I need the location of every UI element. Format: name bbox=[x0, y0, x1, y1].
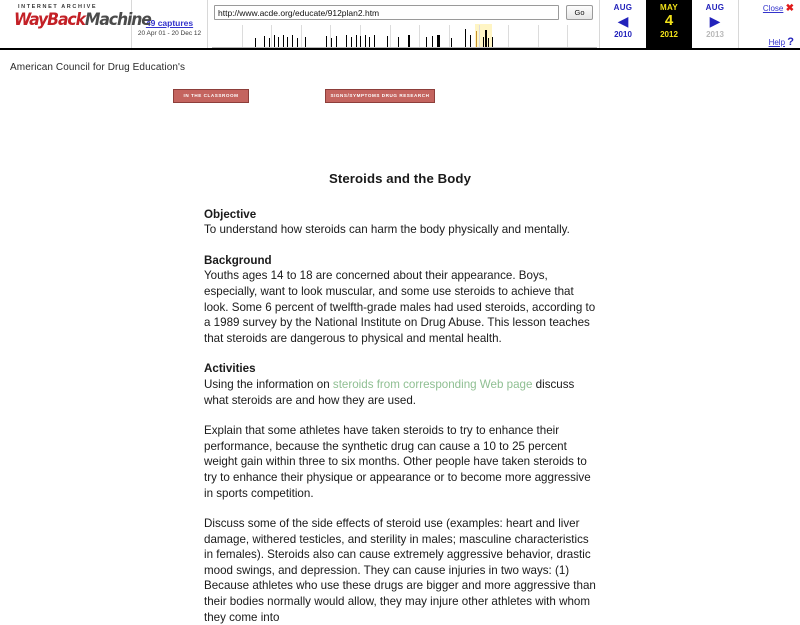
current-snapshot-day: 4 bbox=[664, 12, 674, 29]
timeline-month-separator bbox=[567, 25, 568, 47]
timeline-capture-tick[interactable] bbox=[292, 35, 293, 47]
timeline-capture-tick[interactable] bbox=[432, 36, 433, 47]
timeline-month-separator bbox=[271, 25, 272, 47]
site-nav-buttons bbox=[0, 89, 800, 115]
background-body: Youths ages 14 to 18 are concerned about their appearance. Boys, especially, want to look muscular, and some use steroids to achieve that look. Some 6 percent of twelfth-grade males had used steroids, according to a 1989 survey by the National Institute on Drug Abuse. This lesson teaches that steroids are dangerous to physical and mental health. bbox=[204, 269, 596, 345]
timeline-capture-tick[interactable] bbox=[356, 35, 357, 47]
timeline-capture-tick[interactable] bbox=[369, 37, 370, 47]
background-heading: Background bbox=[204, 253, 272, 267]
right-triangle-icon: ▶ bbox=[709, 13, 721, 29]
timeline-month-separator bbox=[390, 25, 391, 47]
nav-button-in-the-classroom[interactable]: IN THE CLASSROOM bbox=[173, 89, 249, 103]
timeline-capture-tick[interactable] bbox=[331, 38, 332, 47]
wordmark-machine: Machine bbox=[84, 10, 151, 30]
captures-date-range: 20 Apr 01 - 20 Dec 12 bbox=[137, 30, 202, 37]
prev-snapshot-button[interactable] bbox=[600, 0, 646, 48]
timeline-capture-tick[interactable] bbox=[426, 37, 427, 47]
timeline-capture-tick[interactable] bbox=[465, 29, 466, 47]
steroids-web-page-link[interactable]: steroids from corresponding Web page bbox=[332, 377, 533, 391]
timeline-capture-tick[interactable] bbox=[485, 30, 487, 47]
timeline-capture-tick[interactable] bbox=[269, 38, 270, 47]
timeline-capture-tick[interactable] bbox=[255, 38, 256, 47]
organization-line: American Council for Drug Education's bbox=[10, 62, 186, 73]
url-row bbox=[208, 0, 599, 23]
help-button[interactable] bbox=[739, 36, 794, 49]
activities-heading: Activities bbox=[204, 362, 256, 376]
timeline-capture-tick[interactable] bbox=[351, 37, 352, 47]
timeline-month-separator bbox=[538, 25, 539, 47]
toolbar-meta bbox=[738, 0, 800, 48]
help-label: Help bbox=[768, 38, 786, 47]
lesson-document bbox=[204, 115, 596, 625]
timeline-capture-tick[interactable] bbox=[360, 36, 361, 47]
close-label: Close bbox=[762, 4, 784, 13]
activities-paragraph-2: Explain that some athletes have taken steroids to try to enhance their performance, because the synthetic drug can cause a 10 to 25 percent weight gain within three to six months. Other people have taken steroids to try to enhance their physique or appearance or to become more aggressive in sports competition. bbox=[204, 424, 591, 500]
timeline-capture-tick[interactable] bbox=[346, 35, 347, 47]
current-snapshot-indicator bbox=[646, 0, 692, 48]
toolbar-center bbox=[208, 0, 599, 48]
timeline-capture-tick[interactable] bbox=[470, 35, 471, 47]
timeline-capture-tick[interactable] bbox=[374, 35, 375, 47]
left-triangle-icon: ◀ bbox=[617, 13, 629, 29]
timeline-baseline bbox=[212, 47, 597, 48]
next-snapshot-month: AUG bbox=[705, 3, 725, 12]
timeline-capture-tick[interactable] bbox=[488, 38, 489, 47]
timeline-capture-tick[interactable] bbox=[278, 37, 279, 47]
wordmark-wayback: WayBack bbox=[14, 10, 85, 30]
page-title: Steroids and the Body bbox=[328, 171, 472, 186]
capture-timeline[interactable] bbox=[212, 23, 597, 48]
timeline-capture-tick[interactable] bbox=[305, 37, 306, 47]
timeline-capture-tick[interactable] bbox=[451, 38, 452, 47]
timeline-capture-tick[interactable] bbox=[476, 31, 477, 47]
timeline-capture-tick[interactable] bbox=[283, 35, 284, 47]
timeline-capture-tick[interactable] bbox=[326, 36, 327, 47]
objective-heading: Objective bbox=[204, 207, 257, 221]
archived-page bbox=[0, 52, 800, 624]
activities-paragraph-3: Discuss some of the side effects of steroid use (examples: heart and liver damage, withered testicles, and sterility in males; masculine characteristics in females). Steroids also can cause extremely aggressive behavior, drastic mood swings, and depression. They can cause injuries in two ways: (1) Because athletes who use these drugs are bigger and more aggressive than their bodies normally would allow, they may injure other athletes with whom they come into bbox=[204, 517, 596, 624]
prev-snapshot-year: 2010 bbox=[614, 30, 632, 39]
timeline-capture-tick[interactable] bbox=[274, 35, 275, 47]
timeline-capture-tick[interactable] bbox=[483, 37, 484, 47]
current-snapshot-month: MAY bbox=[660, 3, 678, 12]
wayback-machine-wordmark bbox=[14, 10, 151, 30]
timeline-capture-tick[interactable] bbox=[408, 35, 410, 47]
current-snapshot-year: 2012 bbox=[660, 30, 678, 39]
timeline-month-separator bbox=[301, 25, 302, 47]
close-toolbar-button[interactable] bbox=[739, 3, 794, 15]
timeline-month-separator bbox=[419, 25, 420, 47]
activities-intro-prefix: Using the information on bbox=[204, 377, 333, 391]
captures-count-link[interactable]: 49 captures bbox=[145, 18, 194, 28]
snapshot-date-nav bbox=[599, 0, 738, 48]
url-input[interactable] bbox=[214, 5, 559, 20]
prev-snapshot-month: AUG bbox=[613, 3, 633, 12]
next-snapshot-button[interactable] bbox=[692, 0, 738, 48]
timeline-capture-tick[interactable] bbox=[387, 36, 388, 47]
timeline-capture-tick[interactable] bbox=[365, 35, 366, 47]
close-icon: ✖ bbox=[785, 3, 794, 14]
timeline-capture-tick[interactable] bbox=[264, 36, 265, 47]
timeline-month-separator bbox=[242, 25, 243, 47]
go-button[interactable]: Go bbox=[566, 5, 593, 20]
activities-intro-suffix: discuss what steroids are and how they are used. bbox=[204, 377, 575, 407]
timeline-month-separator bbox=[479, 25, 480, 47]
timeline-capture-tick[interactable] bbox=[437, 35, 440, 47]
timeline-capture-tick[interactable] bbox=[297, 38, 298, 47]
wayback-logo[interactable] bbox=[0, 0, 151, 48]
objective-body: To understand how steroids can harm the body physically and mentally. bbox=[204, 223, 570, 237]
next-snapshot-year: 2013 bbox=[706, 30, 724, 39]
wayback-toolbar bbox=[0, 0, 800, 50]
internet-archive-label: INTERNET ARCHIVE bbox=[18, 4, 98, 10]
timeline-capture-tick[interactable] bbox=[287, 37, 288, 47]
timeline-capture-tick[interactable] bbox=[492, 37, 493, 47]
timeline-month-separator bbox=[508, 25, 509, 47]
nav-button-signs-symptoms-drug-research[interactable]: SIGNS/SYMPTOMS DRUG RESEARCH bbox=[325, 89, 435, 103]
activities-intro bbox=[204, 377, 596, 408]
timeline-capture-tick[interactable] bbox=[398, 37, 399, 47]
question-mark-icon: ? bbox=[787, 36, 794, 48]
timeline-capture-tick[interactable] bbox=[336, 36, 337, 47]
